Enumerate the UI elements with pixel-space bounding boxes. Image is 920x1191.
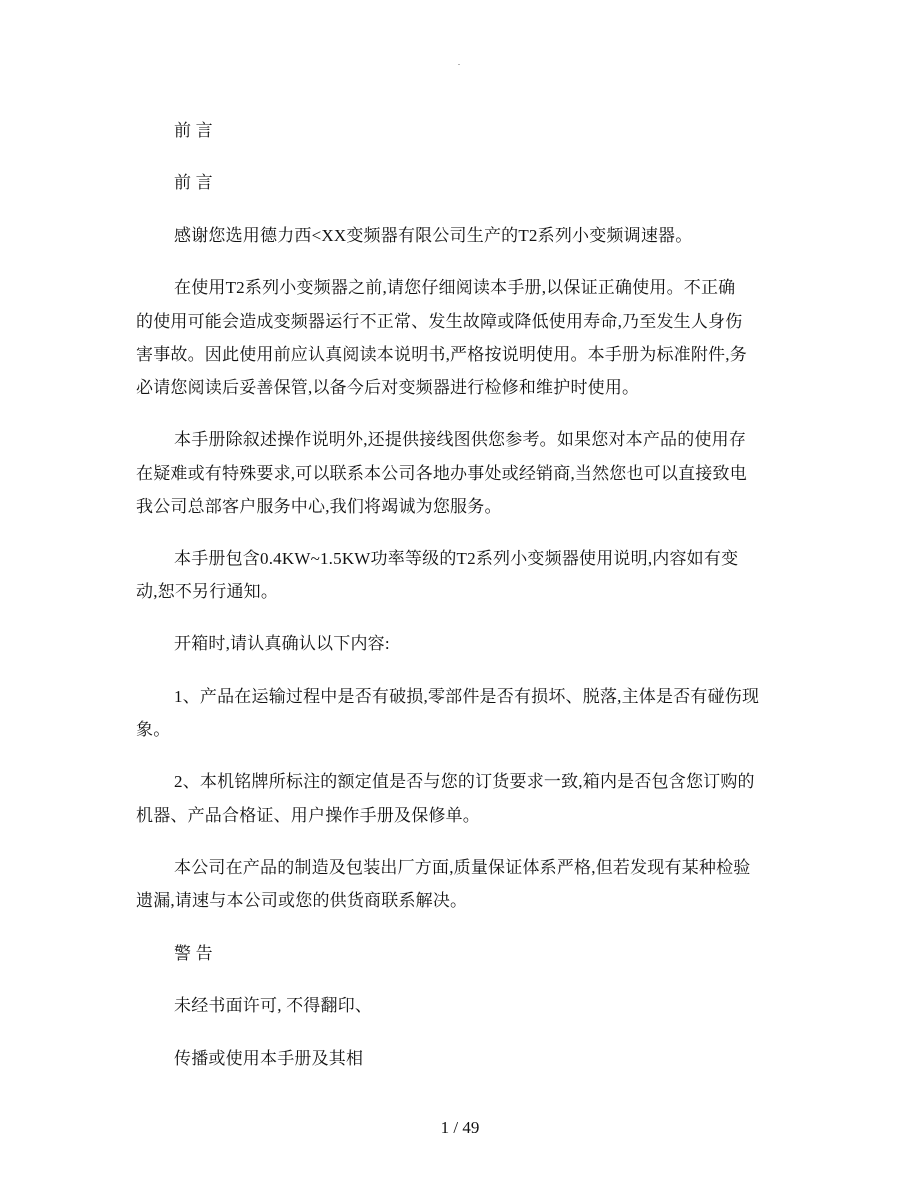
- text-line: 本公司在产品的制造及包装出厂方面,质量保证体系严格,但若发现有某种检验: [174, 858, 751, 877]
- text-line: 开箱时,请认真确认以下内容:: [174, 634, 390, 653]
- text-line: 的使用可能会造成变频器运行不正常、发生故障或降低使用寿命,乃至发生人身伤: [136, 312, 743, 331]
- text-line: 2、本机铭牌所标注的额定值是否与您的订货要求一致,箱内是否包含您订购的: [174, 772, 755, 791]
- text-line: 象。: [136, 720, 171, 739]
- text-line: 警 告: [174, 944, 213, 963]
- text-line: 在使用T2系列小变频器之前,请您仔细阅读本手册,以保证正确使用。不正确: [174, 278, 736, 297]
- text-line: 前 言: [174, 173, 213, 192]
- text-line: 我公司总部客户服务中心,我们将竭诚为您服务。: [136, 497, 502, 516]
- page-number: 1 / 49: [440, 1118, 480, 1137]
- text-line: 前 言: [174, 121, 213, 140]
- text-line: 感谢您选用德力西<XX变频器有限公司生产的T2系列小变频调速器。: [174, 226, 693, 245]
- text-line: 必请您阅读后妥善保管,以备今后对变频器进行检修和维护时使用。: [136, 378, 640, 397]
- text-line: 害事故。因此使用前应认真阅读本说明书,严格按说明使用。本手册为标准附件,务: [136, 345, 747, 364]
- text-line: 遗漏,请速与本公司或您的供货商联系解决。: [136, 891, 468, 910]
- text-line: 动,恕不另行通知。: [136, 582, 279, 601]
- header-mark: .: [458, 58, 460, 67]
- text-line: 机器、产品合格证、用户操作手册及保修单。: [136, 806, 480, 825]
- text-line: 1、产品在运输过程中是否有破损,零部件是否有损坏、脱落,主体是否有碰伤现: [174, 687, 760, 706]
- text-line: 传播或使用本手册及其相: [174, 1049, 364, 1068]
- text-line: 在疑难或有特殊要求,可以联系本公司各地办事处或经销商,当然您也可以直接致电: [136, 464, 747, 483]
- text-line: 本手册包含0.4KW~1.5KW功率等级的T2系列小变频器使用说明,内容如有变: [174, 549, 739, 568]
- text-line: 本手册除叙述操作说明外,还提供接线图供您参考。如果您对本产品的使用存: [174, 430, 747, 449]
- text-line: 未经书面许可, 不得翻印、: [174, 996, 373, 1015]
